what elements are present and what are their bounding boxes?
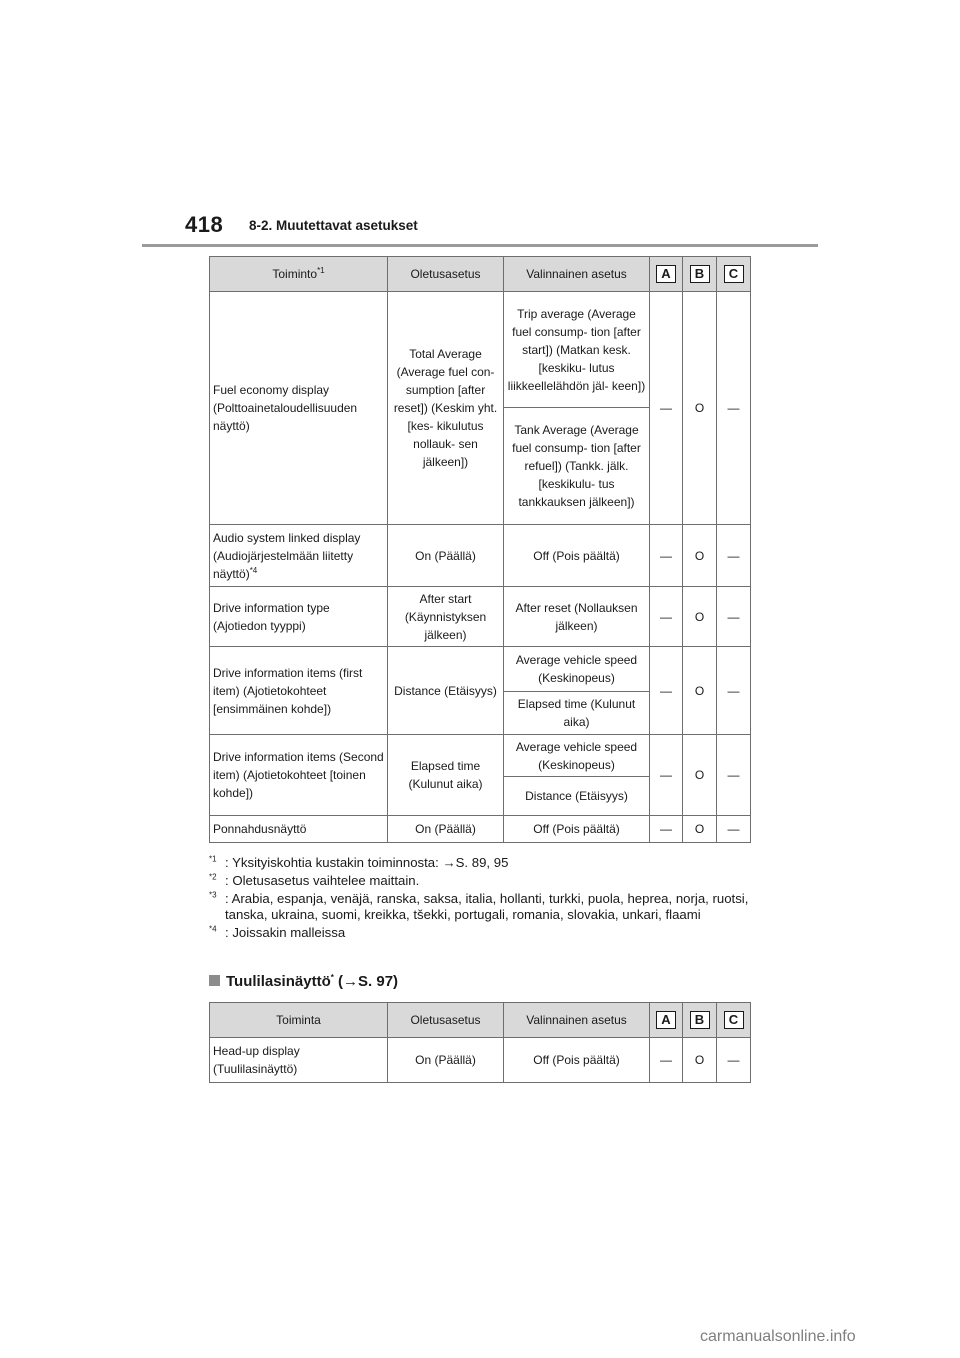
b-cell: O	[683, 816, 717, 843]
footnote-4: $^{*4}$ : Joissakin malleissa	[209, 924, 346, 940]
table-row	[210, 816, 751, 843]
setting-b-box: B	[690, 265, 710, 283]
page-number: 418	[185, 212, 224, 237]
settings-table-1	[209, 256, 751, 843]
c-cell: —	[717, 292, 751, 525]
header-c	[717, 1003, 751, 1038]
option-cell: Distance (Etäisyys)	[504, 777, 650, 816]
option-cell: Off (Pois päältä)	[504, 525, 650, 587]
option-cell: Elapsed time (Kulunut aika)	[504, 692, 650, 735]
header-b	[683, 1003, 717, 1038]
default-cell: On (Päällä)	[388, 525, 504, 587]
setting-c-box: C	[724, 265, 744, 283]
table-row	[210, 525, 751, 587]
b-cell: O	[683, 1038, 717, 1083]
option-cell: Average vehicle speed (Keskinopeus)	[504, 735, 650, 777]
header-b	[683, 257, 717, 292]
setting-b-box: B	[690, 1011, 710, 1029]
option-cell: After reset (Nollauksen jälkeen)	[504, 587, 650, 647]
header-a	[650, 257, 683, 292]
footnote-1: $^{*1}$ : Yksityiskohtia kustakin toiminnosta: →S. 89, 95	[209, 854, 509, 870]
option-cell: Tank Average (Average fuel consump- tion [after refuel]) (Tankk. jälk. [keskikulu- tus tankkauksen jälkeen])	[504, 408, 650, 525]
function-cell: Drive information items (first item) (Ajotietokohteet [ensimmäinen kohde])	[210, 647, 388, 735]
c-cell: —	[717, 735, 751, 816]
a-cell: —	[650, 1038, 683, 1083]
b-cell: O	[683, 292, 717, 525]
function-cell: Audio system linked display (Audiojärjestelmään liitetty näyttö)$^{*4}$	[210, 525, 388, 587]
page-reference: (→S. 97)	[333, 973, 399, 990]
table-row	[210, 587, 751, 647]
option-cell: Off (Pois päältä)	[504, 816, 650, 843]
default-cell: Total Average (Average fuel con- sumption [after reset]) (Keskim yht. [kes- kikulutus nollauk- sen jälkeen])	[388, 292, 504, 525]
b-cell: O	[683, 525, 717, 587]
default-cell: Distance (Etäisyys)	[388, 647, 504, 735]
default-cell: On (Päällä)	[388, 1038, 504, 1083]
header-a	[650, 1003, 683, 1038]
setting-a-box: A	[656, 1011, 676, 1029]
table-row	[210, 647, 751, 692]
header-rule	[142, 244, 818, 247]
option-cell: Average vehicle speed (Keskinopeus)	[504, 647, 650, 692]
function-cell: Head-up display (Tuulilasinäyttö)	[210, 1038, 388, 1083]
c-cell: —	[717, 587, 751, 647]
header-default: Oletusasetus	[388, 257, 504, 292]
a-cell: —	[650, 647, 683, 735]
b-cell: O	[683, 735, 717, 816]
table-header-row	[210, 1003, 751, 1038]
c-cell: —	[717, 647, 751, 735]
option-cell: Trip average (Average fuel consump- tion [after start]) (Matkan kesk. [keskiku- lutus liikkeellelähdön jäl- keen])	[504, 292, 650, 408]
a-cell: —	[650, 816, 683, 843]
section-title: 8-2. Muutettavat asetukset	[249, 218, 418, 233]
setting-a-box: A	[656, 265, 676, 283]
default-cell: Elapsed time (Kulunut aika)	[388, 735, 504, 816]
header-c	[717, 257, 751, 292]
c-cell: —	[717, 1038, 751, 1083]
header-default: Oletusasetus	[388, 1003, 504, 1038]
header-optional: Valinnainen asetus	[504, 1003, 650, 1038]
b-cell: O	[683, 647, 717, 735]
function-cell: Drive information items (Second item) (Ajotietokohteet [toinen kohde])	[210, 735, 388, 816]
option-cell: Off (Pois päältä)	[504, 1038, 650, 1083]
a-cell: —	[650, 735, 683, 816]
default-cell: After start (Käynnistyksen jälkeen)	[388, 587, 504, 647]
footnote-ref: *	[330, 973, 334, 982]
a-cell: —	[650, 587, 683, 647]
c-cell: —	[717, 816, 751, 843]
c-cell: —	[717, 525, 751, 587]
section-heading: Tuulilasinäyttö* (→S. 97)	[209, 973, 398, 990]
function-cell: Ponnahdusnäyttö	[210, 816, 388, 843]
footnotes	[209, 855, 769, 943]
table-row	[210, 292, 751, 408]
a-cell: —	[650, 525, 683, 587]
b-cell: O	[683, 587, 717, 647]
header-function: Toiminta	[210, 1003, 388, 1038]
footnote-2: $^{*2}$ : Oletusasetus vaihtelee maittain.	[209, 872, 420, 888]
table-row	[210, 1038, 751, 1083]
table-row	[210, 735, 751, 777]
function-cell: Fuel economy display (Polttoainetaloudellisuuden näyttö)	[210, 292, 388, 525]
settings-table-2	[209, 1002, 751, 1083]
header-optional: Valinnainen asetus	[504, 257, 650, 292]
setting-c-box: C	[724, 1011, 744, 1029]
default-cell: On (Päällä)	[388, 816, 504, 843]
footnote-ref: *4	[249, 565, 258, 575]
square-bullet-icon	[209, 975, 220, 986]
watermark: carmanualsonline.info	[700, 1328, 856, 1345]
function-cell: Drive information type (Ajotiedon tyyppi)	[210, 587, 388, 647]
a-cell: —	[650, 292, 683, 525]
header-function: Toiminto$^{*1}$	[210, 257, 388, 292]
footnote-ref: *1	[317, 266, 325, 275]
footnote-3: $^{*3}$ : Arabia, espanja, venäjä, ranska, saksa, italia, hollanti, turkki, puola, heprea, norja, ruotsi, tanska, ukraina, suomi, kreikka, tšekki, portugali, romania, slovakia, unkari, flaami	[209, 890, 749, 922]
table-header-row	[210, 257, 751, 292]
